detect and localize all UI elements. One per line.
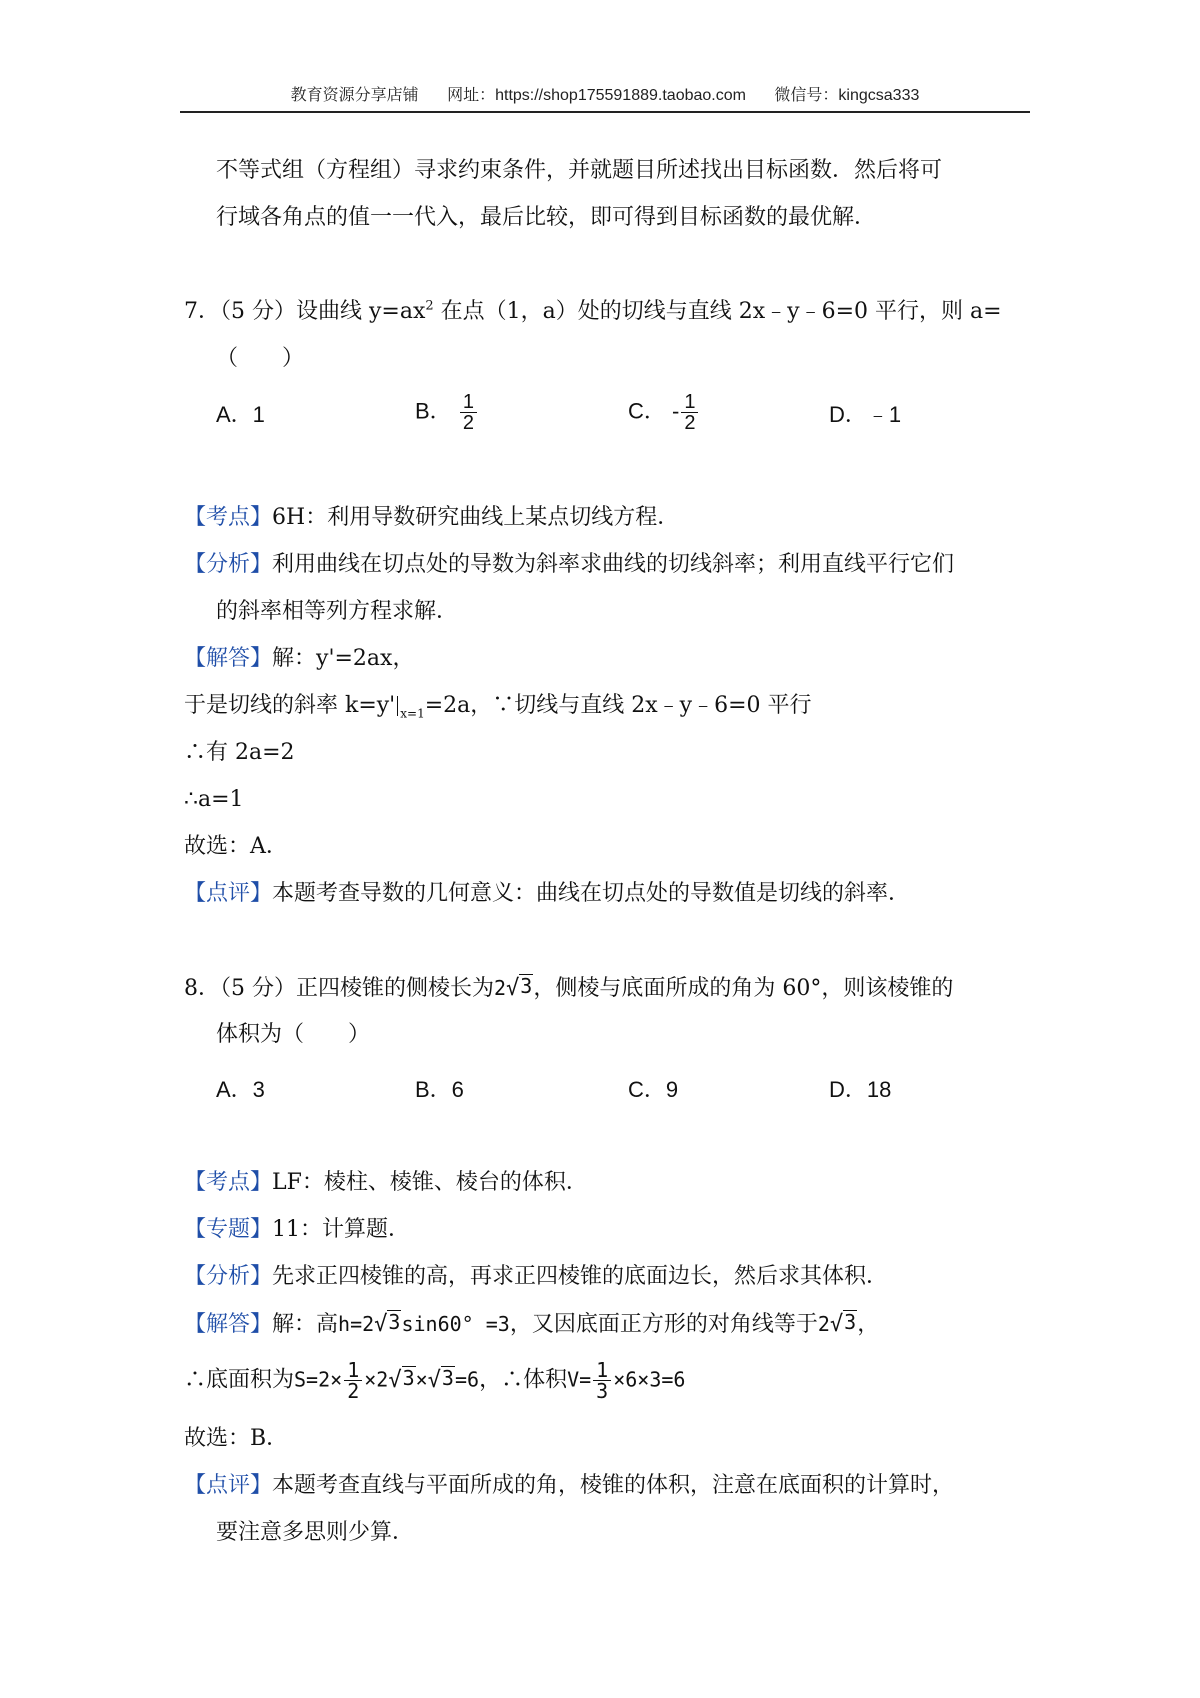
fraction: $\frac{1}{2}$	[460, 392, 477, 433]
q7-dianping: 【点评】本题考查导数的几何意义：曲线在切点处的导数值是切线的斜率．	[184, 881, 911, 906]
q8-option-c: C．9	[628, 1077, 679, 1102]
q8-option-a: A．3	[216, 1077, 265, 1102]
jieda-tag: 【解答】	[184, 1312, 273, 1337]
q7-fenxi-line-2: 的斜率相等列方程求解．	[216, 599, 459, 624]
square-root: √ 3	[829, 1310, 857, 1337]
q8-option-d: D．18	[829, 1077, 892, 1102]
page-header	[180, 82, 1030, 105]
q8-stem-line-2: 体积为（ ）	[216, 1022, 371, 1047]
q7-option-a: A．1	[216, 402, 265, 427]
q7-choice: 故选：A．	[184, 834, 288, 859]
q8-jieda: 【解答】解：高h=2 √ 3 sin60° =3，又因底面正方形的对角线等于2 √ 3 ，	[184, 1309, 879, 1340]
dianping-tag: 【点评】	[184, 1473, 273, 1498]
fraction: $\frac{1}{2}$	[681, 392, 698, 433]
q7-jieda-line-4: ∴a=1	[184, 787, 244, 812]
q8-dianping: 【点评】本题考查直线与平面所成的角，棱锥的体积，注意在底面积的计算时，	[184, 1473, 955, 1498]
q7-option-d: D．﹣1	[829, 402, 902, 427]
header-wechat: 微信号：kingcsa333	[774, 87, 920, 104]
q7-option-b: B． $\frac{1}{2}$	[415, 392, 479, 433]
square-root: √ 3	[506, 974, 533, 1001]
q8-fenxi: 【分析】先求正四棱锥的高，再求正四棱锥的底面边长，然后求其体积．	[184, 1264, 889, 1289]
header-shop: 教育资源分享店铺	[290, 87, 419, 104]
q7-kaodian: 【考点】6H：利用导数研究曲线上某点切线方程．	[184, 505, 680, 530]
q7-fenxi: 【分析】利用曲线在切点处的导数为斜率求曲线的切线斜率；利用直线平行它们	[184, 552, 955, 577]
q7-answer-blank: （ ）	[216, 346, 305, 371]
q8-stem: 8．（5 分）正四棱锥的侧棱长为2 √ 3 ，侧棱与底面所成的角为 60°，则该棱锥的	[184, 973, 953, 1004]
q7-jieda: 【解答】解：y'=2ax，	[184, 646, 415, 671]
square-root: √ 3	[374, 1310, 401, 1337]
q7-stem: 7．（5 分）设曲线 $y=ax^2$ 在点（1，a）处的切线与直线 2x﹣y﹣6=0 平行，则 a=	[184, 298, 1002, 324]
fraction: $\frac{1}{3}$	[593, 1360, 611, 1401]
square-root: √ 3	[388, 1365, 415, 1393]
kaodian-tag: 【考点】	[184, 505, 273, 530]
q7-jieda-line-3: ∴有 2a=2	[184, 740, 295, 765]
fenxi-tag: 【分析】	[184, 552, 273, 577]
kaodian-tag: 【考点】	[184, 1170, 273, 1195]
zhuanti-tag: 【专题】	[184, 1217, 273, 1242]
q8-kaodian: 【考点】LF：棱柱、棱锥、棱台的体积．	[184, 1170, 588, 1195]
intro-line-1: 不等式组（方程组）寻求约束条件，并就题目所述找出目标函数．然后将可	[216, 158, 943, 183]
fraction: $\frac{1}{2}$	[344, 1360, 362, 1401]
q8-choice: 故选：B．	[184, 1426, 289, 1451]
header-divider	[180, 111, 1030, 113]
dianping-tag: 【点评】	[184, 881, 273, 906]
q7-option-c: C． - $\frac{1}{2}$	[628, 392, 700, 433]
evaluation-bar	[397, 696, 398, 716]
q8-option-b: B．6	[415, 1077, 464, 1102]
intro-line-2: 行域各角点的值一一代入，最后比较，即可得到目标函数的最优解．	[216, 205, 877, 230]
q7-jieda-line-2: 于是切线的斜率 k=y' $_{x=1}$=2a，∵切线与直线 2x﹣y﹣6=0 平行	[184, 693, 812, 721]
jieda-tag: 【解答】	[184, 646, 273, 671]
q8-zhuanti: 【专题】11：计算题．	[184, 1217, 411, 1242]
fenxi-tag: 【分析】	[184, 1264, 273, 1289]
header-url: 网址：https://shop175591889.taobao.com	[447, 87, 746, 104]
q8-dianping-line-2: 要注意多思则少算．	[216, 1520, 415, 1545]
q8-area-volume: ∴底面积为S=2× $\frac{1}{2}$ ×2 √ 3 × √ 3 =6，∴体积V= $\frac{1}{3}$ ×6×3=6	[184, 1358, 686, 1403]
square-root: √ 3	[427, 1365, 454, 1393]
